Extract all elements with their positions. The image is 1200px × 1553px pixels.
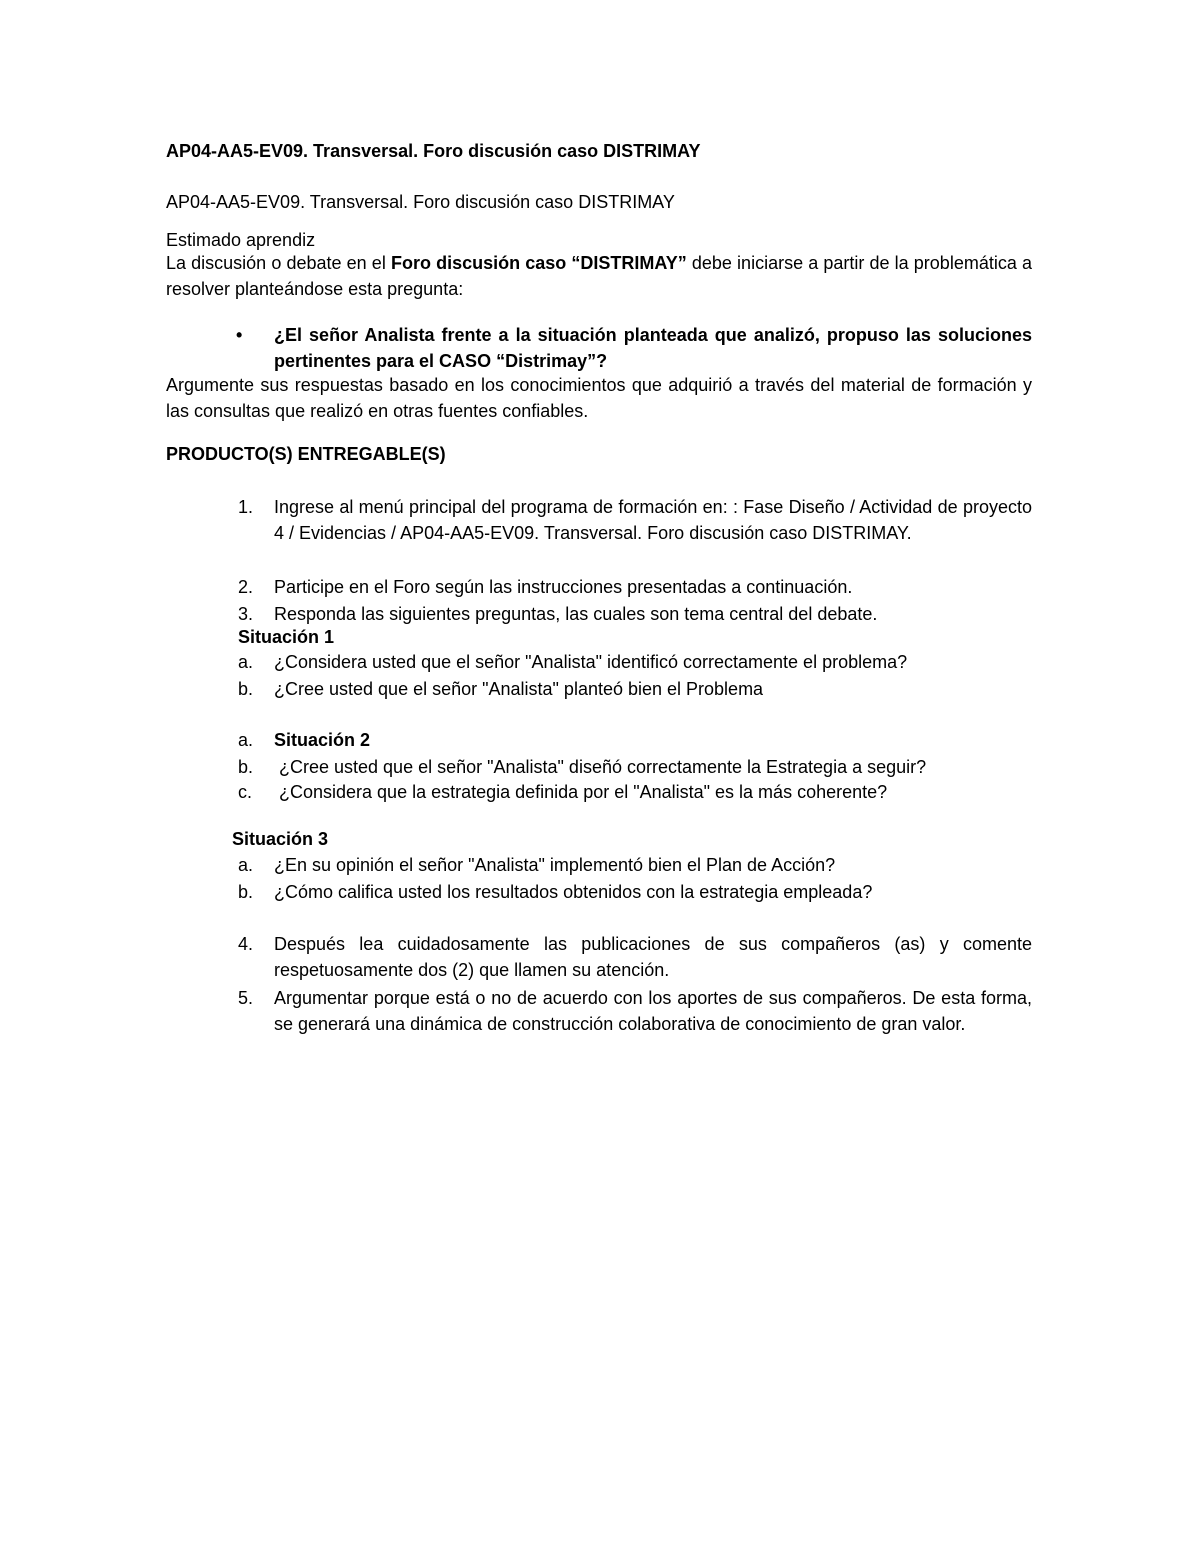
intro-bold-text: Foro discusión caso “DISTRIMAY” [390,253,687,273]
situacion-1-heading: Situación 1 [238,627,335,647]
list-marker: b. [238,679,254,699]
list-marker: a. [238,855,254,875]
list-marker: 4. [238,934,254,954]
list-item-text: Ingrese al menú principal del programa de formación en: : Fase Diseño / Actividad de proyecto 4 / Evidencias / AP04-AA5-EV09. Transversal. Foro discusión caso DISTRIMAY. [274,497,1032,543]
list-marker: c. [238,782,253,802]
argument-paragraph: Argumente sus respuestas basado en los conocimientos que adquirió a través del material de formación y las consultas que realizó en otras fuentes confiables. [166,375,1032,421]
list-item-text: Participe en el Foro según las instrucciones presentadas a continuación. [274,577,853,597]
list-marker: 2. [238,577,254,597]
document-title-bold: AP04-AA5-EV09. Transversal. Foro discusión caso DISTRIMAY [166,141,701,161]
list-item-text: ¿Cómo califica usted los resultados obtenidos con la estrategia empleada? [274,882,873,902]
list-item-text: ¿En su opinión el señor "Analista" implementó bien el Plan de Acción? [274,855,836,875]
list-marker: 5. [238,988,254,1008]
list-marker: b. [238,757,254,777]
list-item-text: ¿Considera usted que el señor "Analista" identificó correctamente el problema? [274,652,908,672]
intro-paragraph [166,250,1032,302]
list-item-text: ¿Cree usted que el señor "Analista" planteó bien el Problema [274,679,764,699]
list-item-text: ¿Considera que la estrategia definida por el "Analista" es la más coherente? [274,782,888,802]
document-title-plain: AP04-AA5-EV09. Transversal. Foro discusión caso DISTRIMAY [166,192,675,212]
list-marker: b. [238,882,254,902]
list-item-text: Después lea cuidadosamente las publicaciones de sus compañeros (as) y comente respetuosamente dos (2) que llamen su atención. [274,934,1032,980]
situacion-3-heading: Situación 3 [232,829,329,849]
greeting: Estimado aprendiz [166,230,316,250]
list-item-text: Argumentar porque está o no de acuerdo con los aportes de sus compañeros. De esta forma, se generará una dinámica de construcción colaborativa de conocimiento de gran valor. [274,988,1032,1034]
bullet-icon: • [236,325,243,345]
situacion-2-heading: Situación 2 [274,730,371,750]
list-marker: a. [238,652,254,672]
list-item-text: Responda las siguientes preguntas, las cuales son tema central del debate. [274,604,878,624]
question-text: ¿El señor Analista frente a la situación planteada que analizó, propuso las soluciones pertinentes para el CASO “Distrimay”? [274,325,1032,371]
list-marker: a. [238,730,254,750]
intro-text-1: La discusión o debate en el [166,253,391,273]
intro-text-2: debe iniciarse a partir de la problemática a resolver planteándose esta pregunta: [166,253,1032,299]
list-marker: 3. [238,604,254,624]
products-heading: PRODUCTO(S) ENTREGABLE(S) [166,444,446,464]
list-item-text: ¿Cree usted que el señor "Analista" diseñó correctamente la Estrategia a seguir? [274,757,927,777]
list-marker: 1. [238,497,254,517]
